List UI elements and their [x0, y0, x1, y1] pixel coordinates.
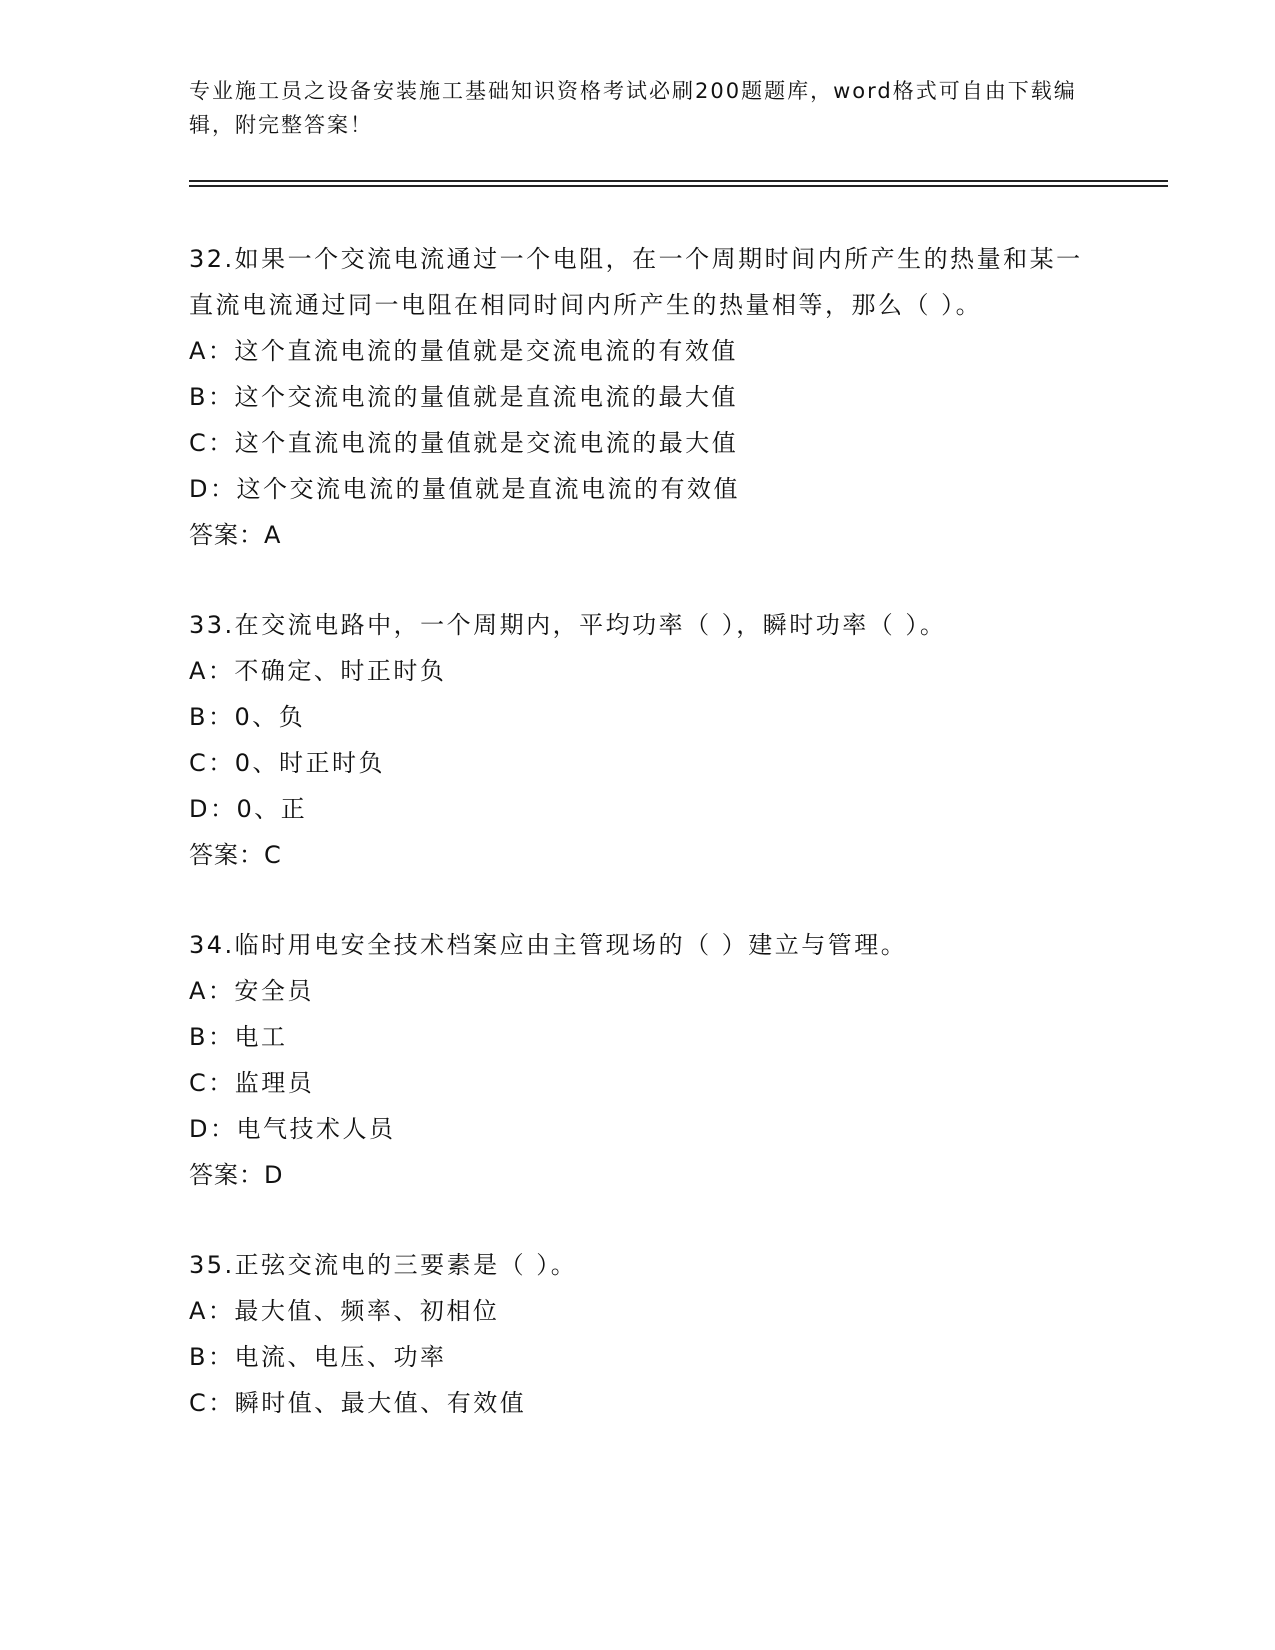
question-stem: 35.正弦交流电的三要素是（ ）。: [189, 1251, 578, 1279]
option-d: D：这个交流电流的量值就是直流电流的有效值: [189, 475, 740, 503]
answer: 答案：D: [189, 1161, 284, 1189]
option-c: C：监理员: [189, 1069, 315, 1097]
option-a: A：这个直流电流的量值就是交流电流的有效值: [189, 337, 738, 365]
option-d: D：电气技术人员: [189, 1115, 396, 1143]
question-34: [189, 922, 1089, 1198]
option-b: B：电流、电压、功率: [189, 1343, 447, 1371]
question-32: [189, 236, 1089, 558]
document-header: 专业施工员之设备安装施工基础知识资格考试必刷200题题库，word格式可自由下载编辑，附完整答案！: [189, 79, 1077, 137]
question-list: [189, 236, 1089, 1470]
option-c: C：0、时正时负: [189, 749, 386, 777]
option-a: A：安全员: [189, 977, 314, 1005]
option-b: B：电工: [189, 1023, 288, 1051]
answer: 答案：A: [189, 521, 282, 549]
option-a: A：不确定、时正时负: [189, 657, 447, 685]
question-stem: 34.临时用电安全技术档案应由主管现场的（ ）建立与管理。: [189, 931, 908, 959]
option-c: C：瞬时值、最大值、有效值: [189, 1389, 527, 1417]
question-35: [189, 1242, 1089, 1426]
question-stem: 33.在交流电路中，一个周期内，平均功率（ ），瞬时功率（ ）。: [189, 611, 947, 639]
header-divider-bottom: [189, 185, 1168, 187]
header-divider-top: [189, 180, 1168, 182]
option-d: D：0、正: [189, 795, 308, 823]
option-b: B：这个交流电流的量值就是直流电流的最大值: [189, 383, 738, 411]
option-b: B：0、负: [189, 703, 306, 731]
option-c: C：这个直流电流的量值就是交流电流的最大值: [189, 429, 739, 457]
option-a: A：最大值、频率、初相位: [189, 1297, 500, 1325]
answer: 答案：C: [189, 841, 282, 869]
question-stem: 32.如果一个交流电流通过一个电阻，在一个周期时间内所产生的热量和某一直流电流通过同一电阻在相同时间内所产生的热量相等，那么（ ）。: [189, 245, 1083, 319]
question-33: [189, 602, 1089, 878]
